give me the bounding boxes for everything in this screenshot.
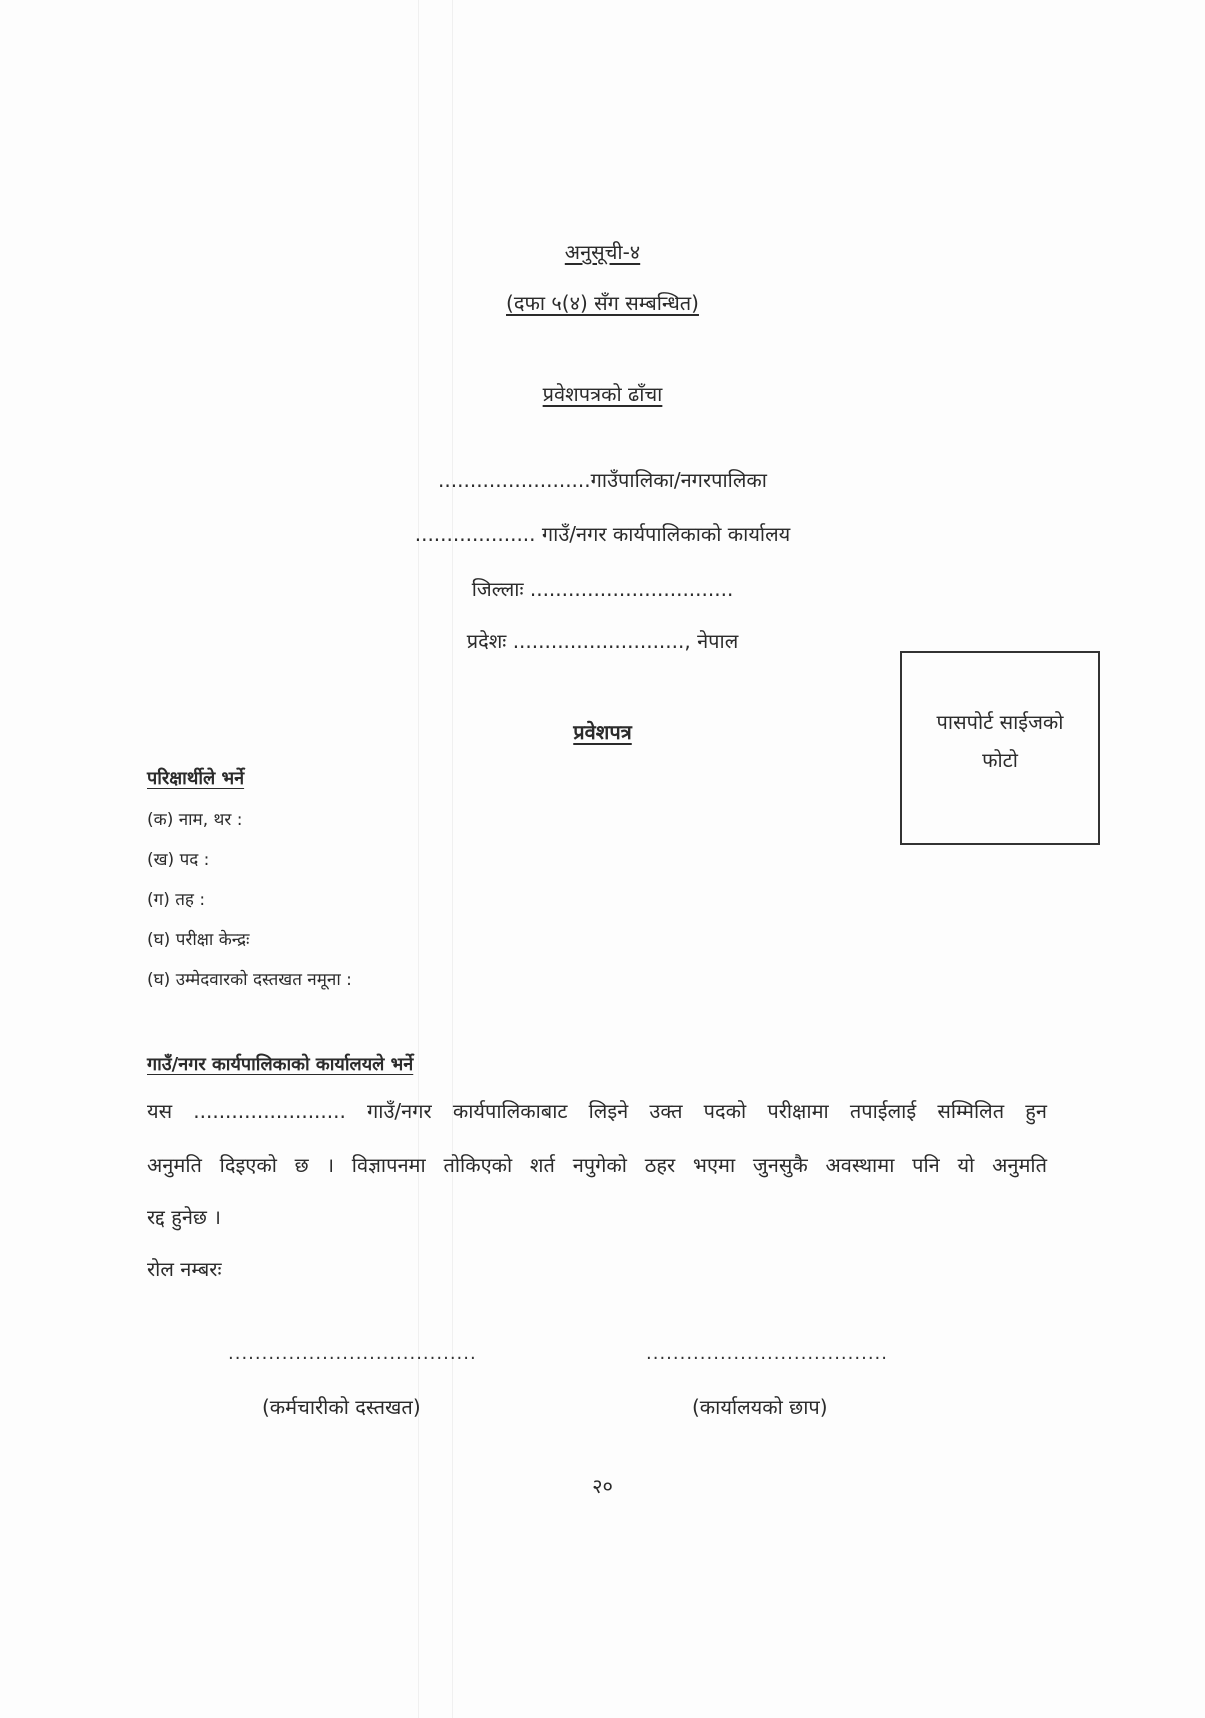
photo-box-label: पासपोर्ट साईजको: [936, 710, 1064, 734]
office-paragraph-line: रद्द हुनेछ ।: [147, 1205, 221, 1229]
candidate-fields: [147, 806, 352, 1006]
section-reference: (दफा ५(४) सँग सम्बन्धित): [506, 291, 699, 315]
office-paragraph-line: यस ........................ गाउँ/नगर कार्यपालिकाबाट लिइने उक्त पदको परीक्षामा तपाईलाई सम्मिलित हुन: [147, 1099, 1047, 1123]
page-number: २०: [592, 1474, 613, 1498]
office-section-heading: गाउँ/नगर कार्यपालिकाको कार्यालयले भर्ने: [147, 1054, 414, 1075]
office-paragraph-line: अनुमति दिइएको छ । विज्ञापनमा तोकिएको शर्त नपुगेको ठहर भएमा जुनसुकै अवस्थामा पनि यो अनुमति: [147, 1153, 1047, 1177]
passport-photo-box: [900, 651, 1100, 845]
roll-number-label: रोल नम्बरः: [147, 1257, 222, 1281]
candidate-section-heading: परिक्षार्थीले भर्ने: [147, 768, 245, 789]
municipality-line: ........................गाउँपालिका/नगरपालिका: [438, 468, 767, 492]
schedule-title: अनुसूची-४: [564, 240, 641, 264]
office-stamp-label: (कार्यालयको छाप): [692, 1395, 828, 1419]
admit-card-title: प्रवेशपत्र: [573, 720, 632, 744]
field-post: (ख) पद :: [147, 850, 210, 870]
format-title: प्रवेशपत्रको ढाँचा: [542, 382, 663, 406]
photo-box-label: फोटो: [982, 748, 1018, 772]
staff-signature-label: (कर्मचारीको दस्तखत): [262, 1395, 421, 1419]
district-line: जिल्लाः ................................: [471, 577, 734, 601]
field-level: (ग) तह :: [147, 890, 206, 910]
office-stamp-line: ....................................: [646, 1343, 888, 1364]
province-line: प्रदेशः ..........................., नेपाल: [466, 629, 739, 653]
field-name: (क) नाम, थर :: [147, 810, 243, 830]
staff-signature-line: .....................................: [228, 1343, 477, 1364]
field-exam-center: (घ) परीक्षा केन्द्रः: [147, 930, 250, 950]
office-name-line: ................... गाउँ/नगर कार्यपालिकाको कार्यालय: [414, 522, 791, 546]
field-signature-sample: (घ) उम्मेदवारको दस्तखत नमूना :: [147, 970, 352, 990]
